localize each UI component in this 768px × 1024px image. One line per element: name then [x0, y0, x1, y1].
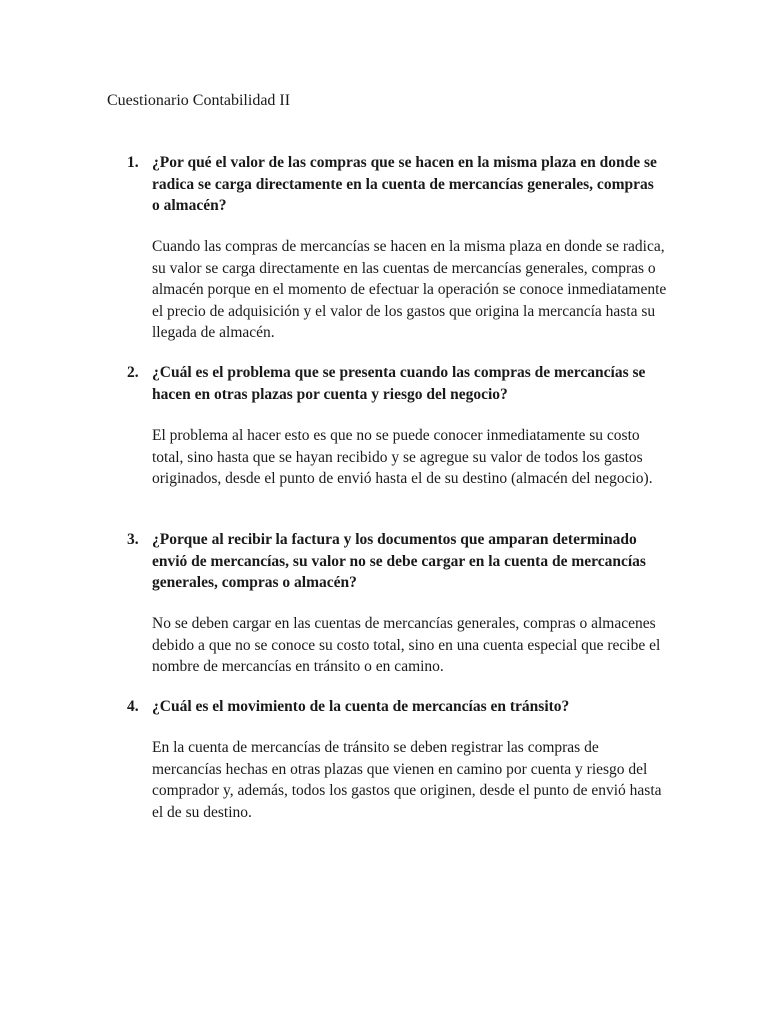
question-number: 3. — [127, 531, 139, 548]
question-text: ¿Cuál es el movimiento de la cuenta de mercancías en tránsito? — [152, 698, 570, 715]
answer-text: No se deben cargar en las cuentas de mercancías generales, compras o almacenes debido a que no se conoce su costo total, sino en una cuenta especial que recibe el nombre de mercancías en tránsito o en camino. — [152, 615, 661, 675]
document-title: Cuestionario Contabilidad II — [107, 92, 291, 109]
question-number: 2. — [127, 364, 139, 381]
question-number: 1. — [127, 154, 139, 171]
question-text: ¿Por qué el valor de las compras que se hacen en la misma plaza en donde se radica se carga directamente en la cuenta de mercancías generales, compras o almacén? — [152, 154, 657, 214]
question-number: 4. — [127, 698, 139, 715]
answer-text: En la cuenta de mercancías de tránsito se deben registrar las compras de mercancías hechas en otras plazas que vienen en camino por cuenta y riesgo del comprador y, además, todos los gastos que originen, desde el punto de envió hasta el de su destino. — [152, 739, 662, 821]
answer-text: Cuando las compras de mercancías se hacen en la misma plaza en donde se radica, su valor se carga directamente en las cuentas de mercancías generales, compras o almacén porque en el momento de efectuar la operación se conoce inmediatamente el precio de adquisición y el valor de los gastos que origina la mercancía hasta su llegada de almacén. — [152, 238, 667, 341]
question-text: ¿Cuál es el problema que se presenta cuando las compras de mercancías se hacen en otras plazas por cuenta y riesgo del negocio? — [152, 364, 646, 403]
answer-text: El problema al hacer esto es que no se puede conocer inmediatamente su costo total, sino hasta que se hayan recibido y se agregue su valor de todos los gastos originados, desde el punto de envió hasta el de su destino (almacén del negocio). — [152, 427, 653, 487]
question-text: ¿Porque al recibir la factura y los documentos que amparan determinado envió de mercancías, su valor no se debe cargar en la cuenta de mercancías generales, compras o almacén? — [152, 531, 646, 591]
